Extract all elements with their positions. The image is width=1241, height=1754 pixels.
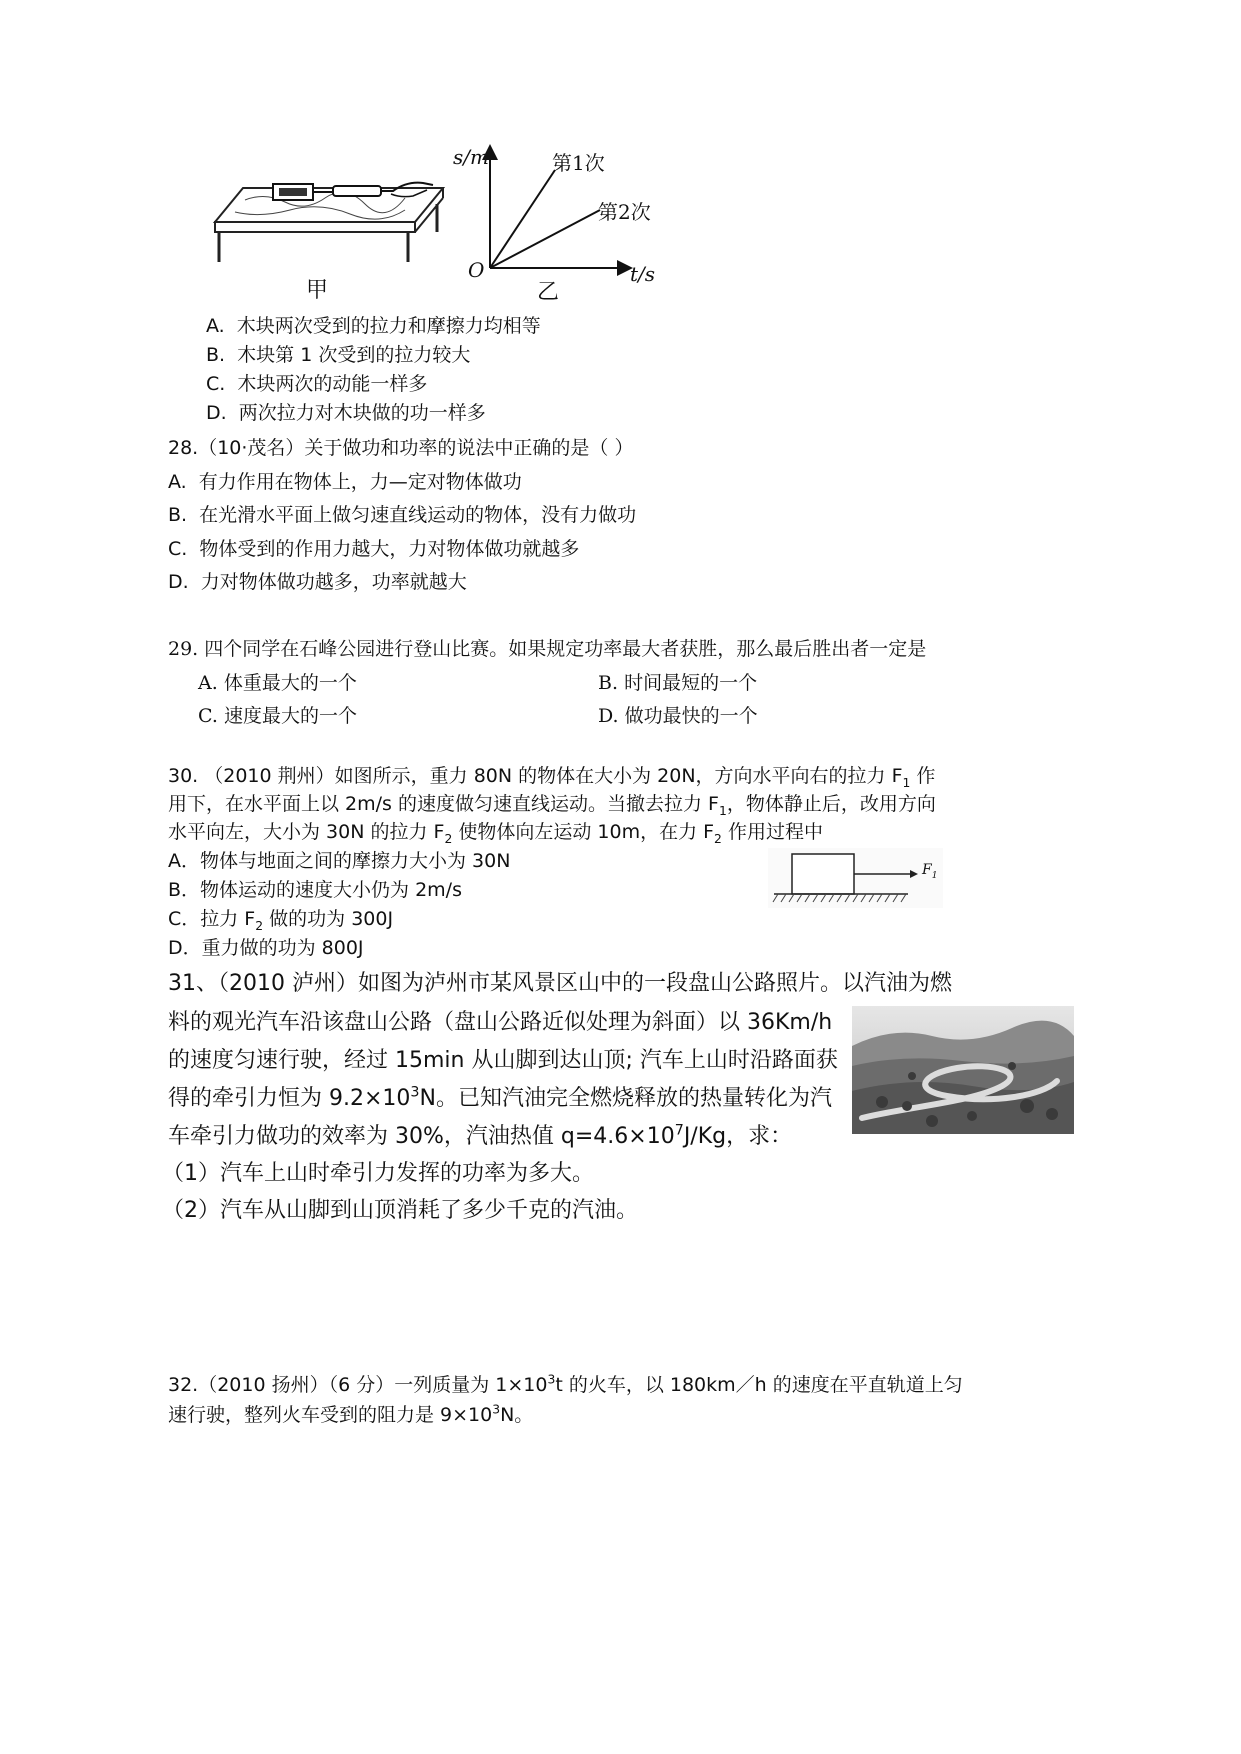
q29-stem: 29. 四个同学在石峰公园进行登山比赛。如果规定功率最大者获胜，那么最后胜出者一定是 bbox=[168, 638, 927, 660]
q28-option-c: C. 物体受到的作用力越大，力对物体做功就越多 bbox=[168, 538, 580, 560]
q27-option-a: A. 木块两次受到的拉力和摩擦力均相等 bbox=[206, 315, 541, 337]
axis-y-label: s/m bbox=[453, 145, 489, 169]
q28-option-b: B. 在光滑水平面上做匀速直线运动的物体，没有力做功 bbox=[168, 504, 637, 526]
q31-line-1: 31、（2010 泸州）如图为泸州市某风景区山中的一段盘山公路照片。以汽油为燃 bbox=[168, 971, 952, 996]
q27-option-d: D. 两次拉力对木块做的功一样多 bbox=[206, 402, 486, 424]
q28-stem: 28.（10·茂名）关于做功和功率的说法中正确的是（ ） bbox=[168, 437, 634, 459]
q31-photo-mountain-road bbox=[852, 1006, 1074, 1134]
q28-option-d: D. 力对物体做功越多，功率就越大 bbox=[168, 571, 467, 593]
q30-figure-f1-label: $F_1$ bbox=[922, 862, 938, 881]
q32-line-1: 32.（2010 扬州）（6 分）一列质量为 $1\times 10^3t$ 的火车，以 180km／h 的速度在平直轨道上匀 bbox=[168, 1372, 963, 1396]
label-jia: 甲 bbox=[306, 278, 329, 303]
q30-figure-block bbox=[768, 848, 943, 908]
series-line-2 bbox=[490, 210, 600, 268]
q31-line-2: 料的观光汽车沿该盘山公路（盘山公路近似处理为斜面）以 36Km/h bbox=[168, 1010, 833, 1035]
q27-option-b: B. 木块第 1 次受到的拉力较大 bbox=[206, 344, 471, 366]
q31-line-4: 得的牵引力恒为 $9.2\times 10^3N$。已知汽油完全燃烧释放的热量转化为汽 bbox=[168, 1084, 832, 1111]
q27-option-c: C. 木块两次的动能一样多 bbox=[206, 373, 428, 395]
figure-table-block bbox=[205, 170, 455, 305]
line1-label: 第1次 bbox=[552, 151, 605, 175]
q31-sub-question-1: （1）汽车上山时牵引力发挥的功率为多大。 bbox=[162, 1161, 594, 1186]
q30-option-c: C．拉力 $F_2$ 做的功为 300J bbox=[168, 908, 394, 933]
q30-option-a: A．物体与地面之间的摩擦力大小为 30N bbox=[168, 850, 511, 872]
origin-label: O bbox=[468, 258, 485, 282]
q29-option-d: D. 做功最快的一个 bbox=[598, 705, 758, 727]
axis-x-label: t/s bbox=[630, 262, 656, 286]
q32-line-2: 速行驶，整列火车受到的阻力是 $9\times 10^3N$。 bbox=[168, 1402, 534, 1426]
line2-label: 第2次 bbox=[598, 200, 651, 224]
q30-line-3: 水平向左，大小为 30N 的拉力 $F_2$ 使物体向左运动 10m，在力 $F_2$ 作用过程中 bbox=[168, 821, 823, 846]
q30-option-d: D．重力做的功为 800J bbox=[168, 937, 364, 959]
q29-option-a: A. 体重最大的一个 bbox=[198, 672, 357, 694]
series-line-1 bbox=[490, 170, 555, 268]
q29-option-c: C. 速度最大的一个 bbox=[198, 705, 357, 727]
q31-line-3: 的速度匀速行驶，经过 15min 从山脚到达山顶; 汽车上山时沿路面获 bbox=[168, 1048, 838, 1073]
q30-line-2: 用下，在水平面上以 2m/s 的速度做匀速直线运动。当撤去拉力 $F_1$，物体静止后，改用方向 bbox=[168, 793, 936, 818]
q30-option-b: B．物体运动的速度大小仍为 2m/s bbox=[168, 879, 462, 901]
q28-option-a: A. 有力作用在物体上，力—定对物体做功 bbox=[168, 471, 522, 493]
label-yi: 乙 bbox=[537, 280, 560, 305]
q31-line-5: 车牵引力做功的效率为 30%，汽油热值 $q=4.6\times 10^7J/Kg$，求： bbox=[168, 1122, 793, 1149]
q30-line-1: 30. （2010 荆州）如图所示，重力 80N 的物体在大小为 20N，方向水平向右的拉力 $F_1$ 作 bbox=[168, 765, 936, 790]
q29-option-b: B. 时间最短的一个 bbox=[598, 672, 758, 694]
q31-sub-question-2: （2）汽车从山脚到山顶消耗了多少千克的汽油。 bbox=[162, 1198, 638, 1223]
